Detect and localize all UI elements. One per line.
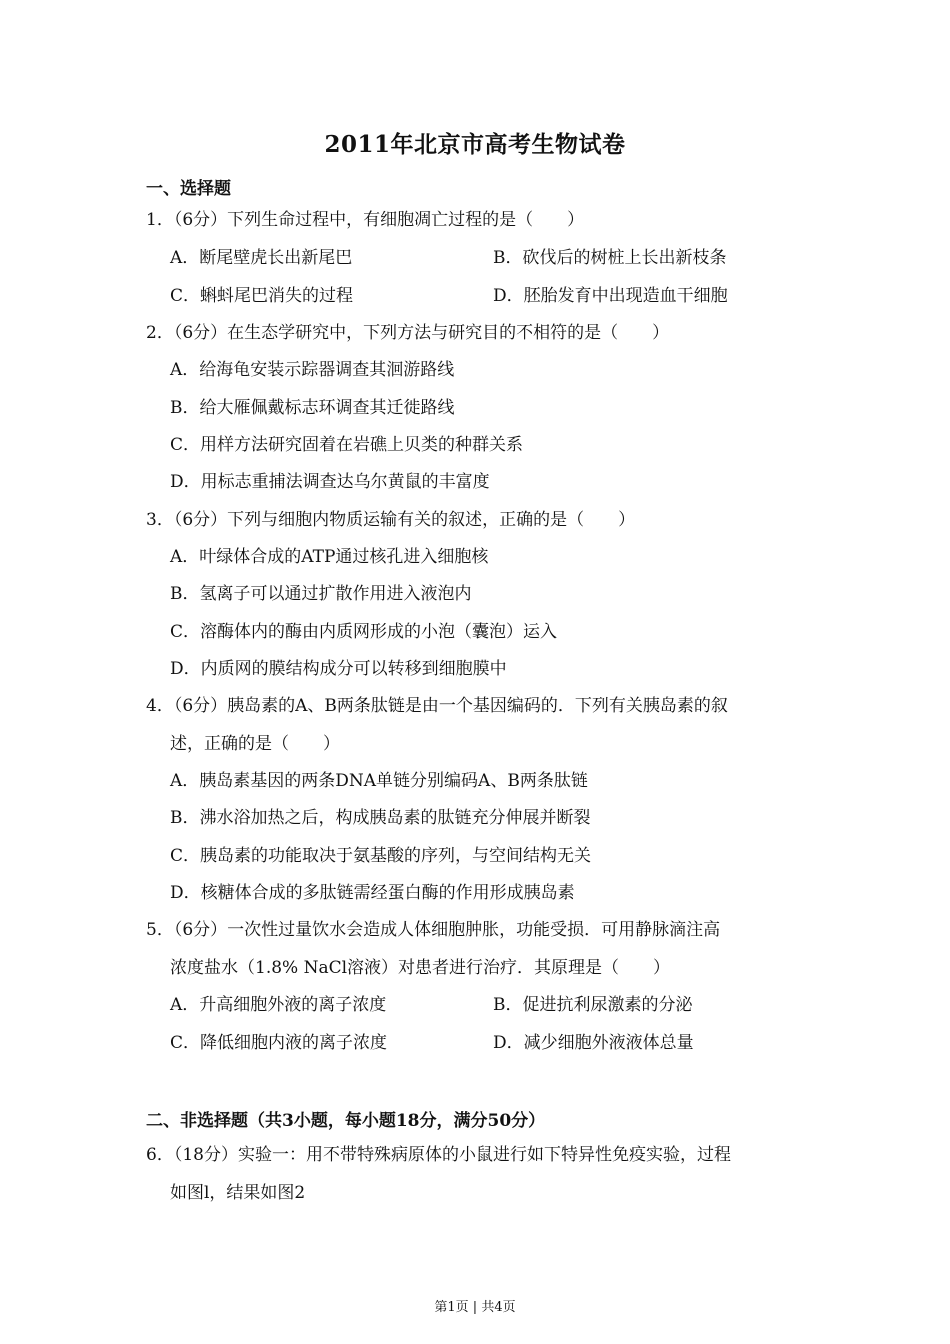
question-3-stem: 3．（6分）下列与细胞内物质运输有关的叙述，正确的是（ ）: [146, 510, 636, 530]
question-3-option-d: D．内质网的膜结构成分可以转移到细胞膜中: [170, 659, 507, 679]
question-6-stem: 6．（18分）实验一：用不带特殊病原体的小鼠进行如下特异性免疫实验，过程: [146, 1145, 731, 1165]
question-4-stem-continued: 述，正确的是（ ）: [170, 734, 340, 754]
question-3-option-c: C．溶酶体内的酶由内质网形成的小泡（囊泡）运入: [170, 622, 558, 642]
question-4-option-c: C．胰岛素的功能取决于氨基酸的序列，与空间结构无关: [170, 846, 592, 866]
question-5-stem: 5．（6分）一次性过量饮水会造成人体细胞肿胀，功能受损．可用静脉滴注高: [146, 920, 721, 940]
question-1-option-c: C．蝌蚪尾巴消失的过程: [170, 286, 354, 306]
question-2-option-a: A．给海龟安装示踪器调查其洄游路线: [170, 360, 455, 380]
question-5-option-b: B．促进抗利尿激素的分泌: [493, 995, 693, 1015]
question-4-stem: 4．（6分）胰岛素的A、B两条肽链是由一个基因编码的．下列有关胰岛素的叙: [146, 696, 728, 716]
question-4-option-b: B．沸水浴加热之后，构成胰岛素的肽链充分伸展并断裂: [170, 808, 591, 828]
question-5-stem-continued: 浓度盐水（1.8% NaCl溶液）对患者进行治疗．其原理是（ ）: [170, 958, 671, 978]
question-2-option-c: C．用样方法研究固着在岩礁上贝类的种群关系: [170, 435, 524, 455]
question-2-stem: 2．（6分）在生态学研究中，下列方法与研究目的不相符的是（ ）: [146, 323, 670, 343]
question-2-option-d: D．用标志重捕法调查达乌尔黄鼠的丰富度: [170, 472, 490, 492]
question-1-stem: 1．（6分）下列生命过程中，有细胞凋亡过程的是（ ）: [146, 210, 585, 230]
question-3-option-a: A．叶绿体合成的ATP通过核孔进入细胞核: [170, 547, 489, 567]
page-title: 2011年北京市高考生物试卷: [324, 131, 626, 158]
question-5-option-a: A．升高细胞外液的离子浓度: [170, 995, 387, 1015]
question-1-option-a: A．断尾壁虎长出新尾巴: [170, 248, 353, 268]
section-heading-nonchoice: 二、非选择题（共3小题，每小题18分，满分50分）: [146, 1111, 546, 1131]
question-1-option-d: D．胚胎发育中出现造血干细胞: [493, 286, 728, 306]
page-footer: 第1页 | 共4页: [434, 1300, 516, 1315]
question-6-stem-continued: 如图l，结果如图2: [170, 1183, 306, 1203]
section-heading-choice: 一、选择题: [146, 179, 231, 199]
question-4-option-a: A．胰岛素基因的两条DNA单链分别编码A、B两条肽链: [170, 771, 588, 791]
question-5-option-c: C．降低细胞内液的离子浓度: [170, 1033, 388, 1053]
question-3-option-b: B．氢离子可以通过扩散作用进入液泡内: [170, 584, 472, 604]
question-1-option-b: B．砍伐后的树桩上长出新枝条: [493, 248, 727, 268]
question-4-option-d: D．核糖体合成的多肽链需经蛋白酶的作用形成胰岛素: [170, 883, 575, 903]
question-5-option-d: D．减少细胞外液液体总量: [493, 1033, 694, 1053]
question-2-option-b: B．给大雁佩戴标志环调查其迁徙路线: [170, 398, 455, 418]
